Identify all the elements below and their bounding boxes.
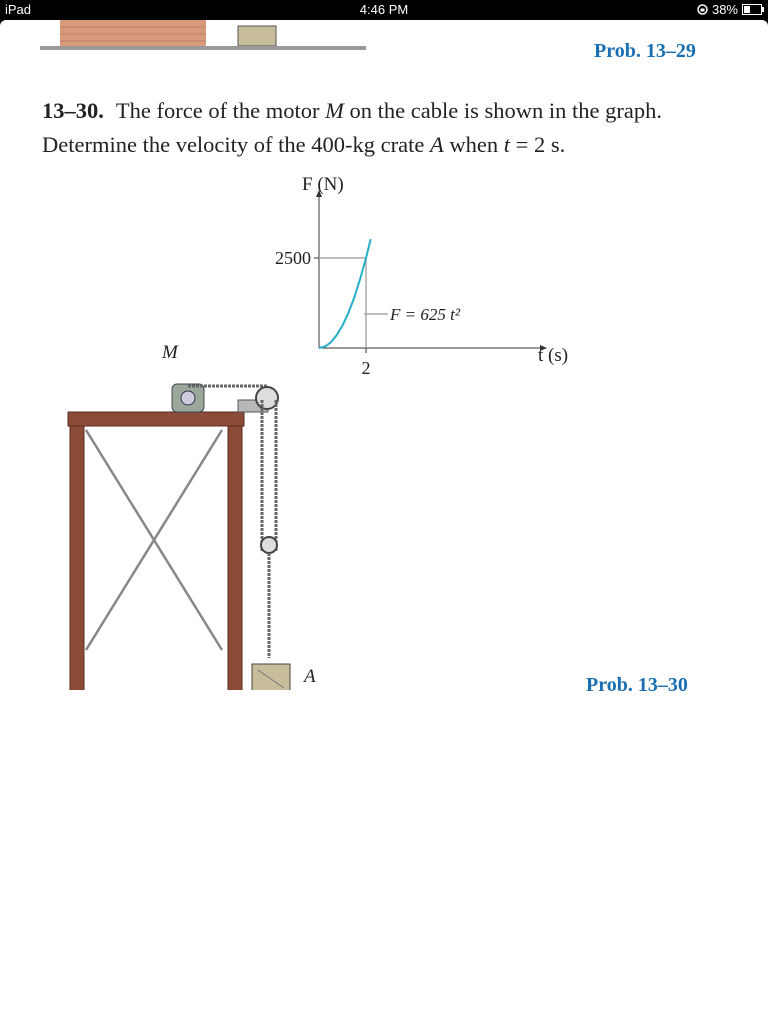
equation-label: F = 625 t² bbox=[390, 305, 460, 324]
crate-variable: A bbox=[429, 132, 444, 157]
problem-text-1: The force of the motor bbox=[115, 98, 326, 123]
problem-number: 13–30. bbox=[42, 98, 104, 123]
problem-text-4: = 2 s. bbox=[510, 132, 566, 157]
frame-column-left bbox=[70, 426, 84, 690]
battery-icon bbox=[742, 4, 762, 15]
status-right bbox=[697, 2, 762, 17]
device-name: iPad bbox=[5, 2, 32, 17]
prev-problem-label: Prob. 13–29 bbox=[594, 40, 696, 62]
battery-percent: 38% bbox=[711, 2, 738, 17]
lower-pulley bbox=[261, 537, 277, 553]
series-line bbox=[319, 239, 371, 348]
motor-drum bbox=[181, 391, 195, 405]
clock: 4:46 PM bbox=[359, 2, 409, 17]
hoist-figure bbox=[30, 340, 350, 690]
problem-text-3: when bbox=[443, 132, 504, 157]
frame-column-right bbox=[228, 426, 242, 690]
x-axis-label: t (s) bbox=[538, 345, 569, 366]
time-variable: t bbox=[503, 132, 510, 157]
crate bbox=[252, 664, 290, 690]
page bbox=[0, 20, 768, 1024]
rotation-lock-icon bbox=[697, 4, 708, 15]
motor-label: M bbox=[162, 342, 178, 363]
problem-statement bbox=[42, 94, 732, 162]
status-bar bbox=[0, 0, 768, 20]
prev-problem-figure bbox=[0, 20, 420, 60]
y-axis-label: F (N) bbox=[302, 174, 344, 195]
x-tick-label: 2 bbox=[361, 358, 371, 378]
frame-beam bbox=[68, 412, 244, 426]
problem-text-2: on the cable is shown in the graph. Determine the velocity of the 400-kg crate bbox=[42, 98, 662, 157]
figure-caption: Prob. 13–30 bbox=[586, 674, 688, 696]
crate-label: A bbox=[304, 666, 316, 687]
motor-variable: M bbox=[325, 98, 344, 123]
y-tick-label: 2500 bbox=[275, 248, 311, 268]
